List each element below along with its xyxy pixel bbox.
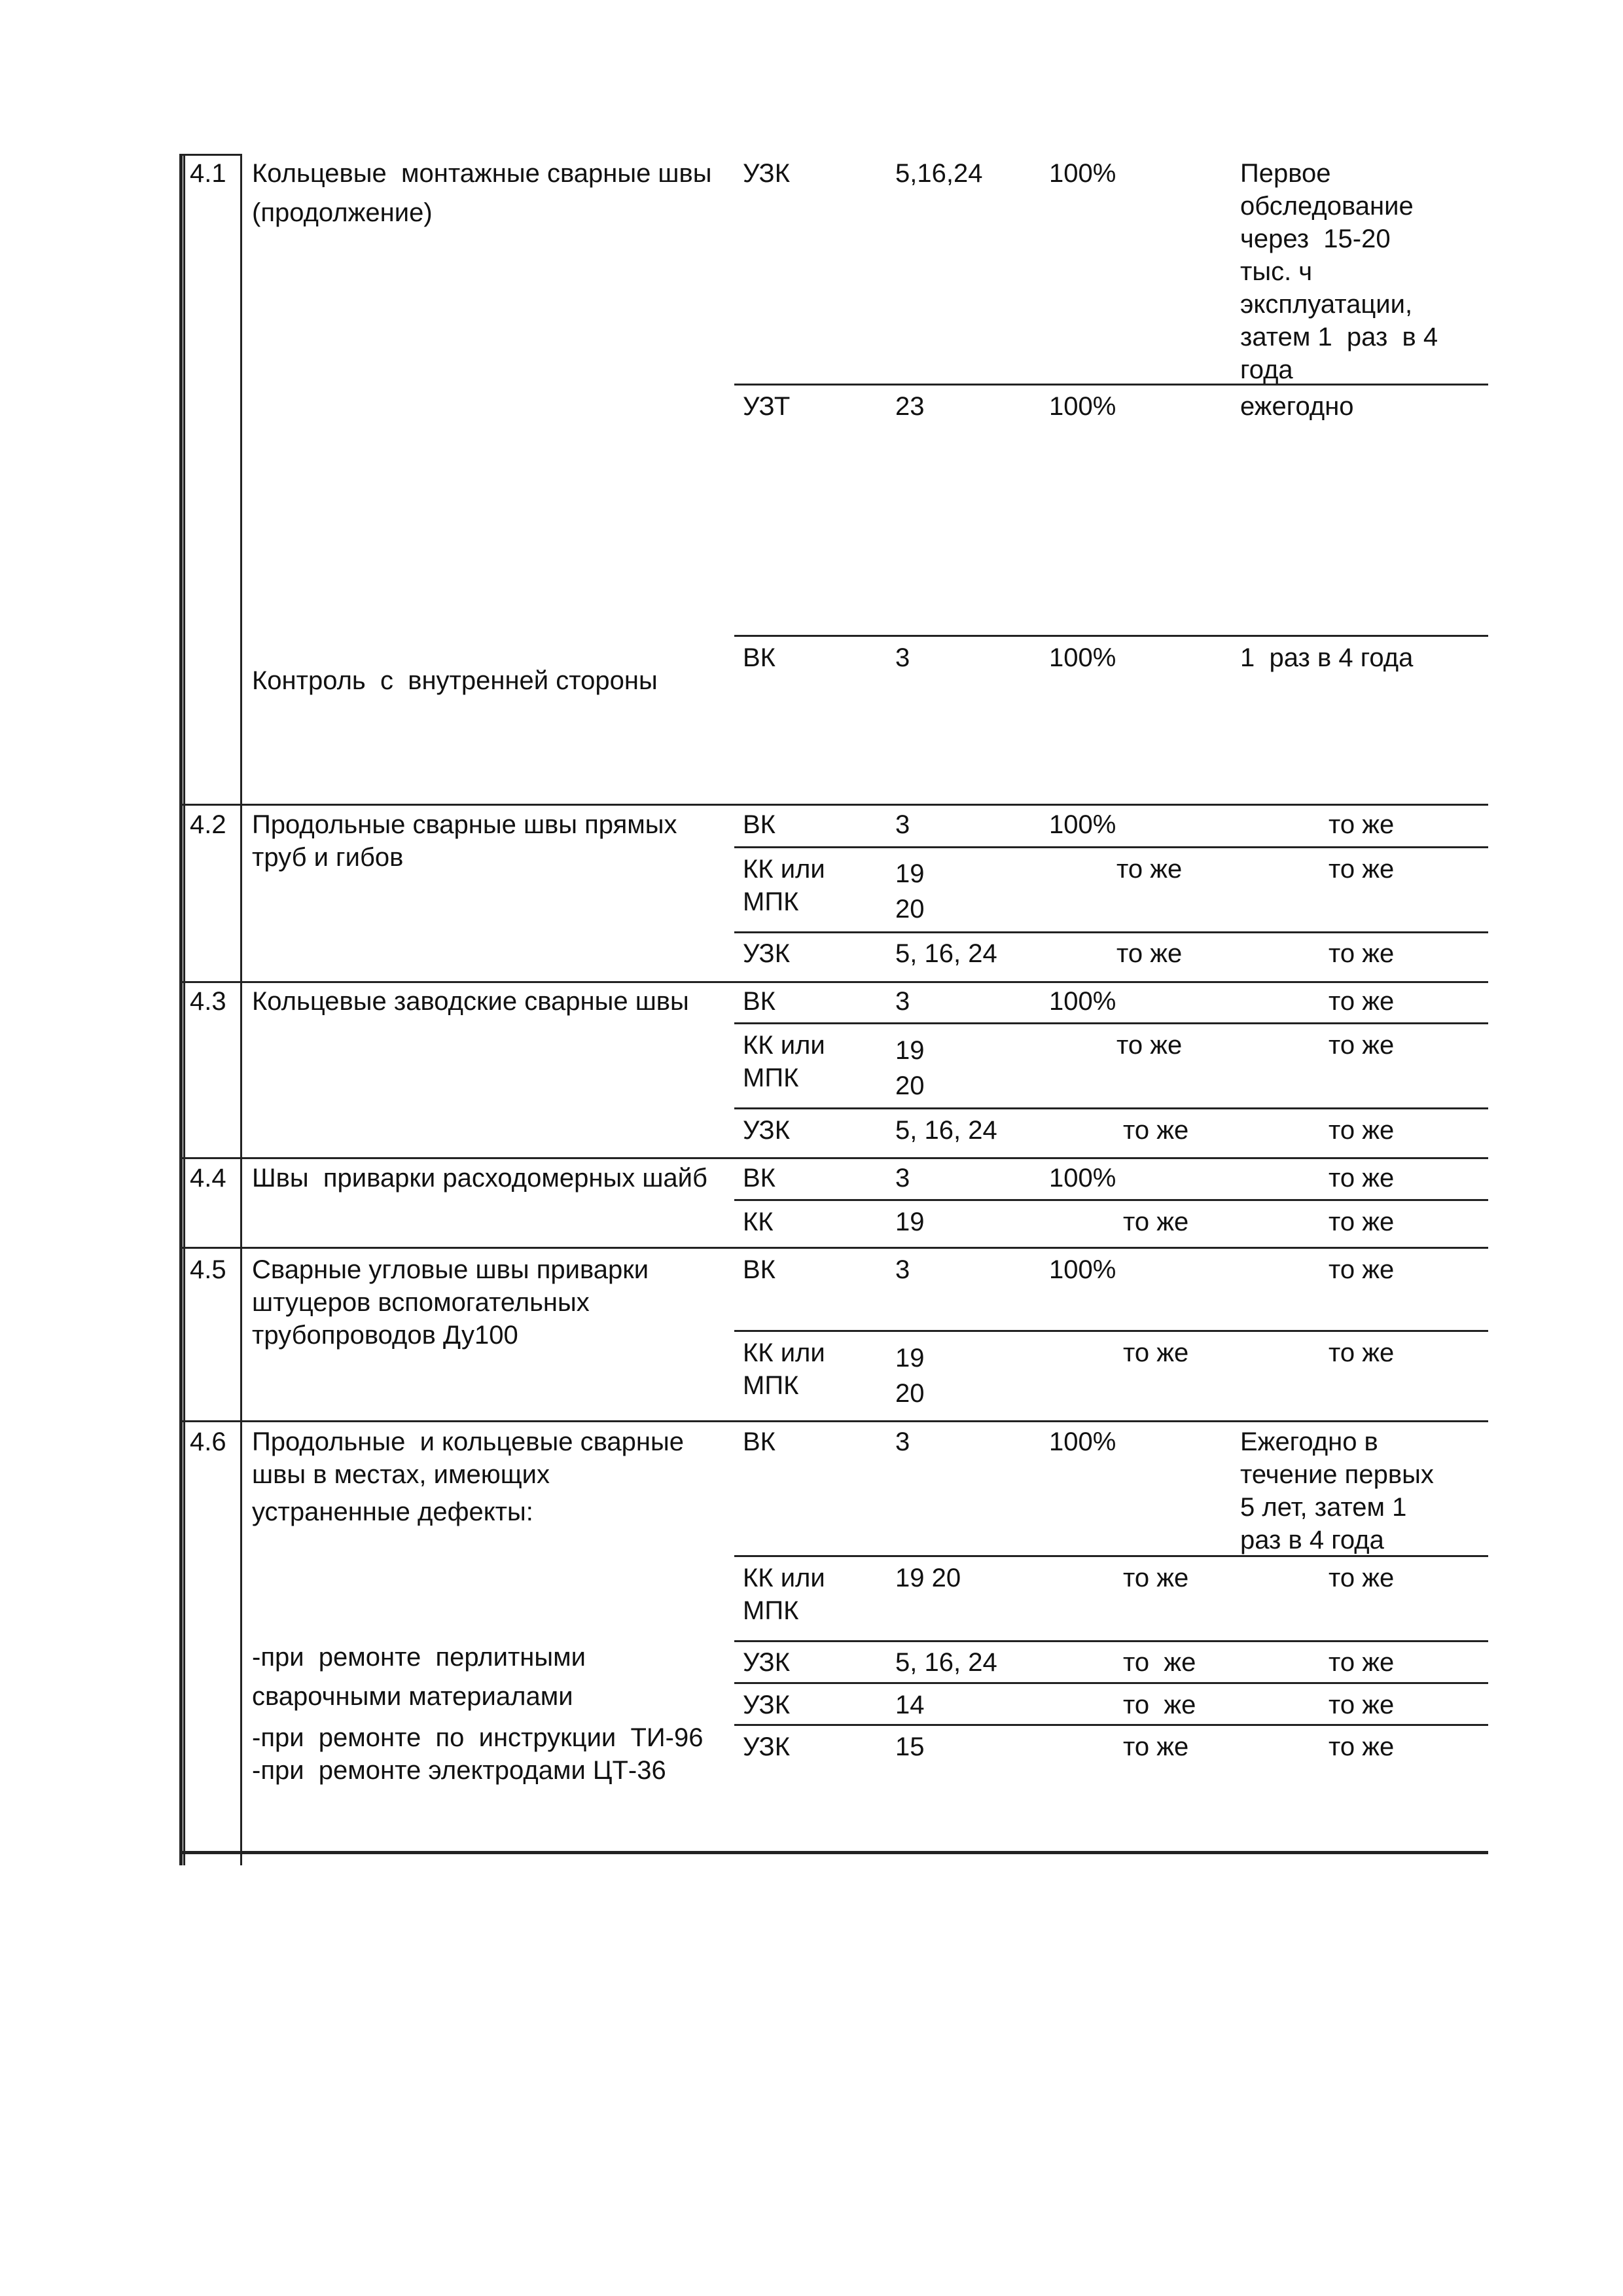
- ref-cell: 3: [895, 1427, 910, 1456]
- ref-cell: 3: [895, 987, 910, 1016]
- row-number: 4.4: [190, 1164, 226, 1193]
- method-cell: ВК: [743, 643, 776, 672]
- volume-cell: 100%: [1049, 643, 1116, 672]
- ref-cell: 19: [895, 1208, 925, 1236]
- row-description: Сварные угловые швы приварки: [252, 1255, 649, 1284]
- period-cell: то же: [1329, 987, 1395, 1016]
- ref-cell: 5, 16, 24: [895, 939, 997, 968]
- row-number: 4.3: [190, 987, 226, 1016]
- period-cell: то же: [1329, 1255, 1395, 1284]
- row-description: устраненные дефекты:: [252, 1498, 533, 1526]
- volume-cell: то же: [1123, 1564, 1189, 1592]
- period-cell: течение первых: [1240, 1460, 1434, 1489]
- period-cell: раз в 4 года: [1240, 1526, 1384, 1554]
- method-cell: УЗК: [743, 939, 790, 968]
- period-cell: то же: [1329, 939, 1395, 968]
- period-cell: эксплуатации,: [1240, 290, 1413, 319]
- ref-cell: 20: [895, 895, 925, 924]
- row-description: трубопроводов Ду100: [252, 1321, 518, 1350]
- method-cell: УЗК: [743, 1648, 790, 1677]
- method-cell: УЗК: [743, 159, 790, 188]
- ref-cell: 19: [895, 859, 925, 888]
- row-description: (продолжение): [252, 198, 433, 227]
- volume-cell: 100%: [1049, 159, 1116, 188]
- ref-cell: 5, 16, 24: [895, 1116, 997, 1145]
- period-cell: через 15-20: [1240, 224, 1391, 253]
- ref-cell: 3: [895, 810, 910, 839]
- volume-cell: 100%: [1049, 810, 1116, 839]
- period-cell: ежегодно: [1240, 392, 1354, 421]
- ref-cell: 5,16,24: [895, 159, 983, 188]
- period-cell: то же: [1329, 1116, 1395, 1145]
- row-note: -при ремонте перлитными: [252, 1643, 586, 1672]
- row-number: 4.5: [190, 1255, 226, 1284]
- method-cell: ВК: [743, 1255, 776, 1284]
- method-cell: УЗТ: [743, 392, 791, 421]
- row-number: 4.6: [190, 1427, 226, 1456]
- row-note: сварочными материалами: [252, 1682, 573, 1711]
- method-cell: МПК: [743, 888, 799, 916]
- period-cell: затем 1 раз в 4: [1240, 323, 1438, 351]
- volume-cell: то же: [1123, 1691, 1196, 1719]
- period-cell: Первое: [1240, 159, 1331, 188]
- period-cell: то же: [1329, 855, 1395, 884]
- ref-cell: 3: [895, 1164, 910, 1193]
- method-cell: КК или: [743, 1564, 825, 1592]
- row-description: Продольные сварные швы прямых: [252, 810, 677, 839]
- period-cell: то же: [1329, 1564, 1395, 1592]
- method-cell: УЗК: [743, 1732, 790, 1761]
- method-cell: ВК: [743, 810, 776, 839]
- period-cell: то же: [1329, 1338, 1395, 1367]
- period-cell: 5 лет, затем 1: [1240, 1493, 1407, 1522]
- ref-cell: 5, 16, 24: [895, 1648, 997, 1677]
- ref-cell: 3: [895, 1255, 910, 1284]
- period-cell: то же: [1329, 1648, 1395, 1677]
- volume-cell: 100%: [1049, 1164, 1116, 1193]
- method-cell: ВК: [743, 1427, 776, 1456]
- method-cell: МПК: [743, 1596, 799, 1625]
- row-description: Швы приварки расходомерных шайб: [252, 1164, 707, 1193]
- ref-cell: 19: [895, 1344, 925, 1372]
- method-cell: КК или: [743, 855, 825, 884]
- period-cell: то же: [1329, 1691, 1395, 1719]
- ref-cell: 20: [895, 1071, 925, 1100]
- period-cell: 1 раз в 4 года: [1240, 643, 1414, 672]
- row-description: Продольные и кольцевые сварные: [252, 1427, 684, 1456]
- volume-cell: 100%: [1049, 392, 1116, 421]
- row-number: 4.2: [190, 810, 226, 839]
- row-description: Кольцевые заводские сварные швы: [252, 987, 689, 1016]
- period-cell: Ежегодно в: [1240, 1427, 1378, 1456]
- period-cell: тыс. ч: [1240, 257, 1313, 286]
- ref-cell: 23: [895, 392, 925, 421]
- row-description: Кольцевые монтажные сварные швы: [252, 159, 712, 188]
- row-note: -при ремонте по инструкции ТИ-96: [252, 1723, 704, 1752]
- volume-cell: то же: [1116, 1031, 1183, 1060]
- row-description: Контроль с внутренней стороны: [252, 666, 658, 695]
- period-cell: то же: [1329, 1164, 1395, 1193]
- period-cell: года: [1240, 355, 1293, 384]
- method-cell: МПК: [743, 1371, 799, 1400]
- volume-cell: то же: [1116, 855, 1183, 884]
- volume-cell: то же: [1123, 1208, 1189, 1236]
- volume-cell: то же: [1123, 1648, 1196, 1677]
- period-cell: то же: [1329, 1732, 1395, 1761]
- row-description: швы в местах, имеющих: [252, 1460, 550, 1489]
- period-cell: то же: [1329, 810, 1395, 839]
- ref-cell: 20: [895, 1379, 925, 1408]
- ref-cell: 19: [895, 1036, 925, 1065]
- method-cell: УЗК: [743, 1116, 790, 1145]
- method-cell: ВК: [743, 987, 776, 1016]
- period-cell: то же: [1329, 1031, 1395, 1060]
- row-number: 4.1: [190, 159, 226, 188]
- method-cell: МПК: [743, 1064, 799, 1092]
- method-cell: КК: [743, 1208, 774, 1236]
- volume-cell: то же: [1123, 1732, 1189, 1761]
- ref-cell: 15: [895, 1732, 925, 1761]
- volume-cell: то же: [1123, 1116, 1189, 1145]
- method-cell: КК или: [743, 1031, 825, 1060]
- volume-cell: 100%: [1049, 987, 1116, 1016]
- period-cell: обследование: [1240, 192, 1414, 221]
- row-note: -при ремонте электродами ЦТ-36: [252, 1756, 666, 1785]
- period-cell: то же: [1329, 1208, 1395, 1236]
- row-description: труб и гибов: [252, 843, 404, 872]
- volume-cell: то же: [1116, 939, 1183, 968]
- row-description: штуцеров вспомогательных: [252, 1288, 590, 1317]
- method-cell: ВК: [743, 1164, 776, 1193]
- volume-cell: то же: [1123, 1338, 1189, 1367]
- method-cell: КК или: [743, 1338, 825, 1367]
- volume-cell: 100%: [1049, 1427, 1116, 1456]
- method-cell: УЗК: [743, 1691, 790, 1719]
- volume-cell: 100%: [1049, 1255, 1116, 1284]
- ref-cell: 3: [895, 643, 910, 672]
- ref-cell: 19 20: [895, 1564, 961, 1592]
- ref-cell: 14: [895, 1691, 925, 1719]
